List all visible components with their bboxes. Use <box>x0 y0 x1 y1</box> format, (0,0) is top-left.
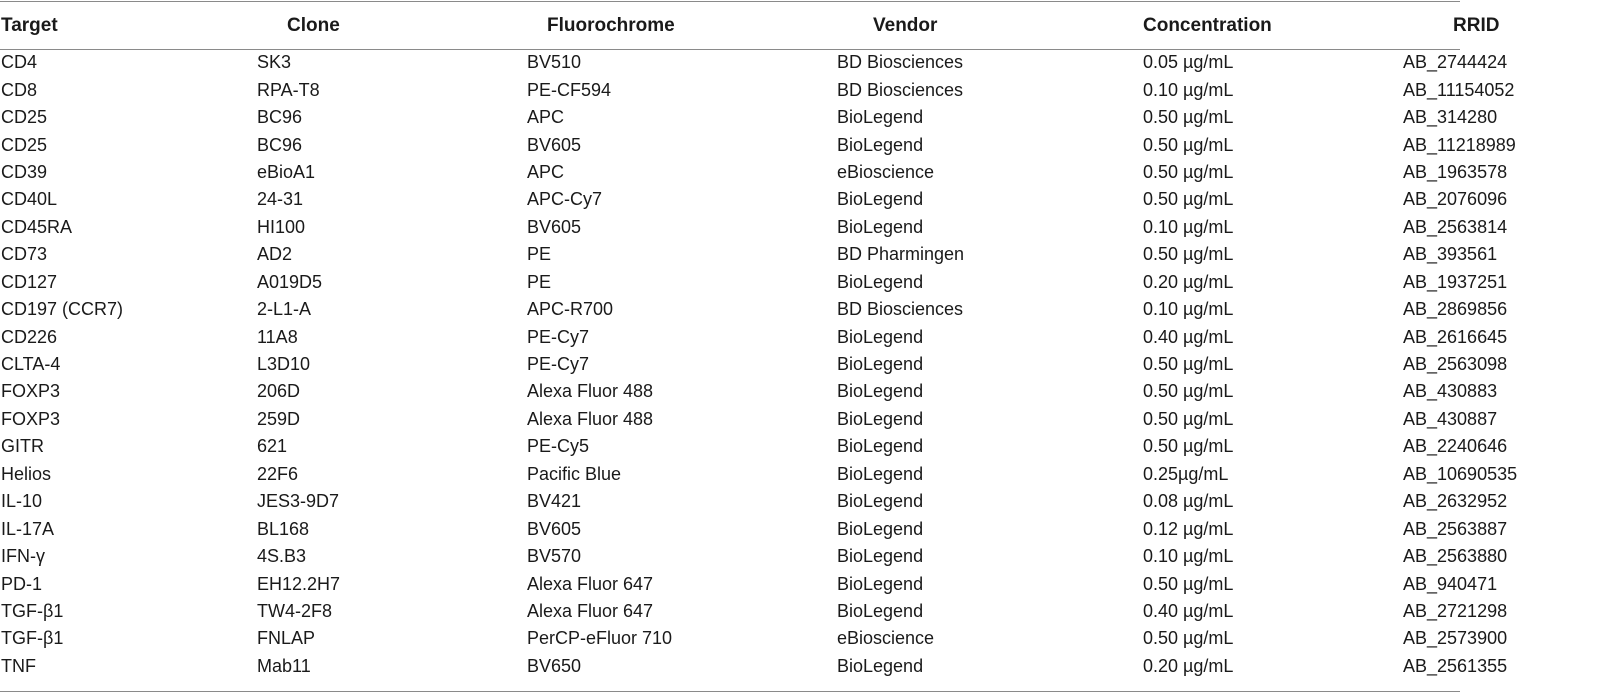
cell-clone: EH12.2H7 <box>257 573 341 594</box>
cell-rrid: AB_11154052 <box>1403 79 1515 100</box>
cell-vendor: BioLegend <box>837 216 924 237</box>
table-row <box>0 159 1597 186</box>
cell-clone: SK3 <box>257 52 292 73</box>
header-concentration: Concentration <box>1143 14 1272 36</box>
cell-clone: 259D <box>257 408 301 429</box>
cell-clone: 22F6 <box>257 463 299 484</box>
cell-rrid: AB_10690535 <box>1403 463 1518 484</box>
cell-concentration: 0.10 µg/mL <box>1143 546 1234 567</box>
cell-concentration: 0.10 µg/mL <box>1143 216 1234 237</box>
cell-fluorochrome: BV650 <box>527 655 582 676</box>
cell-vendor: BioLegend <box>837 491 924 512</box>
cell-fluorochrome: BV570 <box>527 546 582 567</box>
cell-rrid: AB_1963578 <box>1403 161 1508 182</box>
cell-target: CD25 <box>1 134 48 155</box>
cell-vendor: BioLegend <box>837 655 924 676</box>
cell-target: CD4 <box>1 52 38 73</box>
table-row <box>0 406 1597 433</box>
cell-target: FOXP3 <box>1 408 61 429</box>
cell-rrid: AB_2632952 <box>1403 491 1508 512</box>
cell-clone: BC96 <box>257 107 303 128</box>
cell-clone: RPA-T8 <box>257 79 320 100</box>
cell-target: CD226 <box>1 326 58 347</box>
header-fluorochrome: Fluorochrome <box>547 14 675 36</box>
cell-concentration: 0.50 µg/mL <box>1143 354 1234 375</box>
cell-fluorochrome: PerCP-eFluor 710 <box>527 628 673 649</box>
cell-target: IFN-γ <box>1 546 45 567</box>
cell-concentration: 0.50 µg/mL <box>1143 628 1234 649</box>
table-row <box>0 186 1597 213</box>
cell-clone: 24-31 <box>257 189 304 210</box>
cell-rrid: AB_2744424 <box>1403 52 1508 73</box>
cell-fluorochrome: PE-CF594 <box>527 79 612 100</box>
cell-rrid: AB_393561 <box>1403 244 1498 265</box>
cell-vendor: eBioscience <box>837 161 935 182</box>
cell-rrid: AB_2563814 <box>1403 216 1508 237</box>
cell-rrid: AB_11218989 <box>1403 134 1516 155</box>
cell-clone: 621 <box>257 436 288 457</box>
cell-clone: 206D <box>257 381 301 402</box>
cell-rrid: AB_314280 <box>1403 107 1498 128</box>
cell-target: CD8 <box>1 79 38 100</box>
header-clone: Clone <box>287 14 340 36</box>
cell-clone: HI100 <box>257 216 306 237</box>
table-row <box>0 653 1597 680</box>
cell-vendor: BioLegend <box>837 573 924 594</box>
cell-vendor: BioLegend <box>837 463 924 484</box>
cell-vendor: BioLegend <box>837 546 924 567</box>
cell-vendor: BD Biosciences <box>837 52 964 73</box>
cell-target: IL-10 <box>1 491 43 512</box>
cell-rrid: AB_2240646 <box>1403 436 1508 457</box>
cell-clone: AD2 <box>257 244 293 265</box>
cell-vendor: BD Pharmingen <box>837 244 965 265</box>
cell-concentration: 0.10 µg/mL <box>1143 299 1234 320</box>
table-row <box>0 570 1597 597</box>
table-row <box>0 241 1597 268</box>
table-row <box>0 296 1597 323</box>
cell-clone: 2-L1-A <box>257 299 312 320</box>
cell-target: TGF-β1 <box>1 600 64 621</box>
cell-fluorochrome: Alexa Fluor 488 <box>527 381 654 402</box>
cell-vendor: BioLegend <box>837 518 924 539</box>
cell-clone: FNLAP <box>257 628 316 649</box>
table-row <box>0 378 1597 405</box>
cell-concentration: 0.40 µg/mL <box>1143 600 1234 621</box>
table-row <box>0 131 1597 158</box>
cell-vendor: BD Biosciences <box>837 299 964 320</box>
cell-rrid: AB_430883 <box>1403 381 1498 402</box>
cell-clone: L3D10 <box>257 354 311 375</box>
cell-target: CD197 (CCR7) <box>1 299 124 320</box>
cell-fluorochrome: Alexa Fluor 647 <box>527 600 654 621</box>
cell-clone: A019D5 <box>257 271 323 292</box>
antibody-table <box>0 2 1597 680</box>
cell-fluorochrome: APC-R700 <box>527 299 614 320</box>
cell-clone: 4S.B3 <box>257 546 307 567</box>
cell-concentration: 0.12 µg/mL <box>1143 518 1234 539</box>
cell-target: CD73 <box>1 244 48 265</box>
cell-concentration: 0.20 µg/mL <box>1143 271 1234 292</box>
cell-clone: 11A8 <box>257 326 298 347</box>
cell-target: TGF-β1 <box>1 628 64 649</box>
cell-rrid: AB_2869856 <box>1403 299 1508 320</box>
table-row <box>0 598 1597 625</box>
cell-concentration: 0.20 µg/mL <box>1143 655 1234 676</box>
cell-clone: BC96 <box>257 134 303 155</box>
cell-clone: JES3-9D7 <box>257 491 340 512</box>
cell-fluorochrome: APC <box>527 161 565 182</box>
cell-vendor: BioLegend <box>837 326 924 347</box>
table-bottom-rule <box>0 691 1460 692</box>
cell-vendor: BioLegend <box>837 408 924 429</box>
cell-fluorochrome: BV605 <box>527 518 582 539</box>
cell-concentration: 0.25µg/mL <box>1143 463 1229 484</box>
table-row <box>0 49 1597 76</box>
cell-concentration: 0.50 µg/mL <box>1143 436 1234 457</box>
cell-fluorochrome: PE-Cy7 <box>527 326 590 347</box>
table-row <box>0 488 1597 515</box>
table-body <box>0 49 1597 680</box>
cell-target: IL-17A <box>1 518 55 539</box>
cell-rrid: AB_430887 <box>1403 408 1498 429</box>
cell-vendor: BD Biosciences <box>837 79 964 100</box>
cell-fluorochrome: Pacific Blue <box>527 463 622 484</box>
cell-concentration: 0.50 µg/mL <box>1143 573 1234 594</box>
table-row <box>0 76 1597 103</box>
table-row <box>0 269 1597 296</box>
cell-clone: Mab11 <box>257 655 311 676</box>
cell-concentration: 0.05 µg/mL <box>1143 52 1234 73</box>
cell-vendor: BioLegend <box>837 600 924 621</box>
cell-rrid: AB_2563880 <box>1403 546 1508 567</box>
table-row <box>0 214 1597 241</box>
cell-target: CD25 <box>1 107 48 128</box>
cell-vendor: BioLegend <box>837 189 924 210</box>
header-vendor: Vendor <box>873 14 938 36</box>
cell-fluorochrome: PE <box>527 271 552 292</box>
cell-fluorochrome: PE-Cy7 <box>527 354 590 375</box>
table-row <box>0 351 1597 378</box>
cell-target: CD39 <box>1 161 48 182</box>
cell-rrid: AB_2563098 <box>1403 354 1508 375</box>
cell-fluorochrome: PE-Cy5 <box>527 436 590 457</box>
cell-target: PD-1 <box>1 573 43 594</box>
cell-concentration: 0.50 µg/mL <box>1143 107 1234 128</box>
cell-fluorochrome: BV605 <box>527 216 582 237</box>
cell-fluorochrome: BV421 <box>527 491 582 512</box>
cell-fluorochrome: APC <box>527 107 565 128</box>
cell-vendor: BioLegend <box>837 354 924 375</box>
table-row <box>0 104 1597 131</box>
cell-target: Helios <box>1 463 52 484</box>
cell-target: CD45RA <box>1 216 73 237</box>
cell-target: FOXP3 <box>1 381 61 402</box>
cell-rrid: AB_1937251 <box>1403 271 1508 292</box>
cell-fluorochrome: BV510 <box>527 52 582 73</box>
table-row <box>0 461 1597 488</box>
cell-rrid: AB_2721298 <box>1403 600 1508 621</box>
cell-concentration: 0.50 µg/mL <box>1143 161 1234 182</box>
cell-target: CD40L <box>1 189 58 210</box>
cell-clone: eBioA1 <box>257 161 316 182</box>
cell-rrid: AB_2561355 <box>1403 655 1508 676</box>
cell-target: CLTA-4 <box>1 354 61 375</box>
cell-concentration: 0.50 µg/mL <box>1143 381 1234 402</box>
table-row <box>0 543 1597 570</box>
cell-vendor: BioLegend <box>837 107 924 128</box>
cell-vendor: BioLegend <box>837 436 924 457</box>
cell-concentration: 0.10 µg/mL <box>1143 79 1234 100</box>
cell-target: GITR <box>1 436 44 457</box>
cell-concentration: 0.08 µg/mL <box>1143 491 1234 512</box>
cell-fluorochrome: Alexa Fluor 488 <box>527 408 654 429</box>
cell-vendor: BioLegend <box>837 381 924 402</box>
cell-rrid: AB_2616645 <box>1403 326 1508 347</box>
cell-concentration: 0.50 µg/mL <box>1143 134 1234 155</box>
cell-rrid: AB_2573900 <box>1403 628 1508 649</box>
cell-concentration: 0.50 µg/mL <box>1143 408 1234 429</box>
cell-rrid: AB_940471 <box>1403 573 1498 594</box>
cell-concentration: 0.40 µg/mL <box>1143 326 1234 347</box>
cell-target: CD127 <box>1 271 58 292</box>
table-row <box>0 323 1597 350</box>
cell-vendor: BioLegend <box>837 134 924 155</box>
cell-vendor: BioLegend <box>837 271 924 292</box>
table-row <box>0 433 1597 460</box>
header-rrid: RRID <box>1453 14 1500 36</box>
cell-fluorochrome: Alexa Fluor 647 <box>527 573 654 594</box>
header-row <box>0 2 1597 49</box>
cell-concentration: 0.50 µg/mL <box>1143 244 1234 265</box>
table-header <box>0 2 1597 49</box>
cell-concentration: 0.50 µg/mL <box>1143 189 1234 210</box>
cell-rrid: AB_2076096 <box>1403 189 1508 210</box>
cell-target: TNF <box>1 655 36 676</box>
header-target: Target <box>1 14 58 36</box>
table-row <box>0 515 1597 542</box>
cell-clone: TW4-2F8 <box>257 600 333 621</box>
cell-vendor: eBioscience <box>837 628 935 649</box>
cell-fluorochrome: APC-Cy7 <box>527 189 603 210</box>
cell-rrid: AB_2563887 <box>1403 518 1508 539</box>
cell-fluorochrome: BV605 <box>527 134 582 155</box>
cell-fluorochrome: PE <box>527 244 552 265</box>
cell-clone: BL168 <box>257 518 310 539</box>
table-row <box>0 625 1597 652</box>
